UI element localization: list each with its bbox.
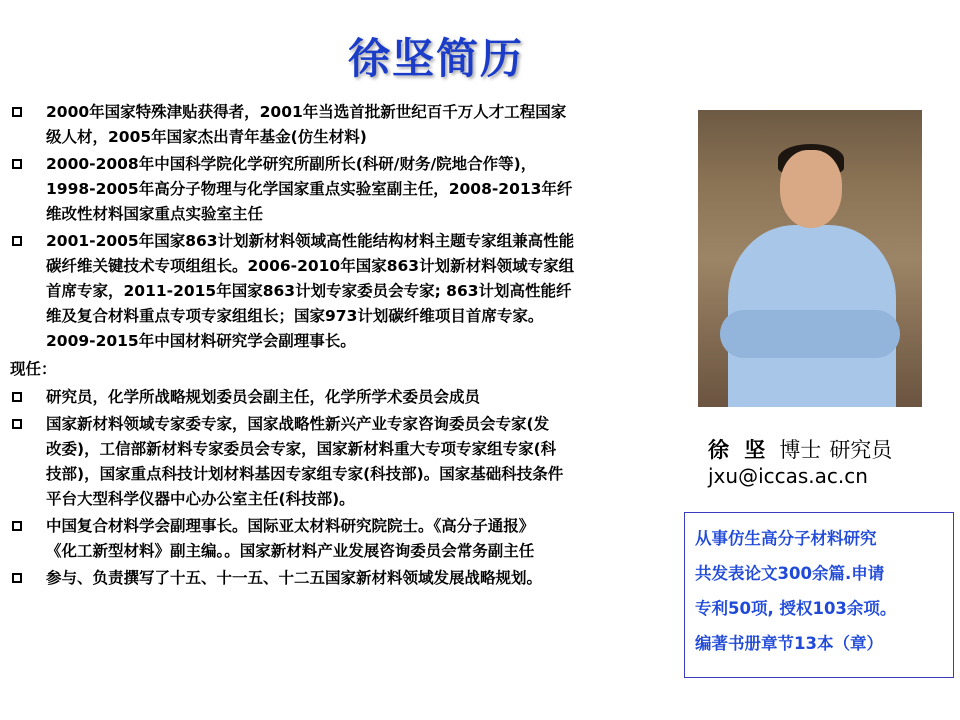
bullet-line: 平台大型科学仪器中心办公室主任(科技部)。 xyxy=(46,490,355,508)
bullet-item xyxy=(10,229,672,354)
bullet-item xyxy=(10,514,672,564)
stats-line: 共发表论文300余篇.申请 xyxy=(695,564,885,583)
bullet-line: 2009-2015年中国材料研究学会副理事长。 xyxy=(46,332,356,350)
bullet-line: 技部)，国家重点科技计划材料基因专家组专家(科技部)。国家基础科技条件 xyxy=(46,465,564,483)
bullet-line: 改委)，工信部新材料专家委员会专家，国家新材料重大专项专家组专家(科 xyxy=(46,440,557,458)
bullet-line: 研究员，化学所战略规划委员会副主任，化学所学术委员会成员 xyxy=(46,388,481,406)
bullet-line: 参与、负责撰写了十五、十一五、十二五国家新材料领域发展战略规划。 xyxy=(46,569,543,587)
bullet-item xyxy=(10,566,672,591)
bullet-line: 2001-2005年国家863计划新材料领域高性能结构材料主题专家组兼高性能 xyxy=(46,232,575,250)
square-bullet-icon xyxy=(12,419,22,429)
stats-line: 专利50项, 授权103余项。 xyxy=(695,599,897,618)
square-bullet-icon xyxy=(12,236,22,246)
stats-line: 编著书册章节13本（章） xyxy=(695,634,883,653)
profile-title-doctor: 博士 xyxy=(779,438,822,462)
bullet-line: 维及复合材料重点专项专家组组长；国家973计划碳纤维项目首席专家。 xyxy=(46,307,544,325)
bullet-item xyxy=(10,152,672,227)
profile-name-line xyxy=(708,434,892,464)
bullet-line: 首席专家，2011-2015年国家863计划专家委员会专家; 863计划高性能纤 xyxy=(46,282,572,300)
square-bullet-icon xyxy=(12,521,22,531)
bullet-line: 碳纤维关键技术专项组组长。2006-2010年国家863计划新材料领域专家组 xyxy=(46,257,575,275)
stats-line: 从事仿生高分子材料研究 xyxy=(695,529,877,548)
bullet-line: 2000年国家特殊津贴获得者，2001年当选首批新世纪百千万人才工程国家 xyxy=(46,103,567,121)
square-bullet-icon xyxy=(12,392,22,402)
bullet-line: 1998-2005年高分子物理与化学国家重点实验室副主任，2008-2013年纤 xyxy=(46,180,573,198)
profile-email: jxu@iccas.ac.cn xyxy=(708,464,868,488)
square-bullet-icon xyxy=(12,573,22,583)
bullet-line: 维改性材料国家重点实验室主任 xyxy=(46,205,264,223)
current-heading: 现任： xyxy=(10,360,57,378)
profile-name: 徐 坚 xyxy=(708,438,770,462)
square-bullet-icon xyxy=(12,107,22,117)
square-bullet-icon xyxy=(12,159,22,169)
resume-content xyxy=(10,100,672,593)
bullet-line: 《化工新型材料》副主编。。国家新材料产业发展咨询委员会常务副主任 xyxy=(46,542,535,560)
profile-title-researcher: 研究员 xyxy=(829,438,893,462)
page-title: 徐坚简历 xyxy=(347,34,524,83)
bullet-line: 2000-2008年中国科学院化学研究所副所长(科研/财务/院地合作等)， xyxy=(46,155,537,173)
bullet-item xyxy=(10,100,672,150)
portrait-photo xyxy=(698,110,922,407)
bullet-item xyxy=(10,385,672,410)
bullet-line: 级人材，2005年国家杰出青年基金(仿生材料) xyxy=(46,128,367,146)
bullet-line: 中国复合材料学会副理事长。国际亚太材料研究院院士。《高分子通报》 xyxy=(46,517,535,535)
bullet-list-current-roles xyxy=(10,385,672,591)
bullet-line: 国家新材料领域专家委专家，国家战略性新兴产业专家咨询委员会专家(发 xyxy=(46,415,550,433)
bullet-list-achievements xyxy=(10,100,672,354)
bullet-item xyxy=(10,412,672,512)
stats-box xyxy=(684,512,954,678)
